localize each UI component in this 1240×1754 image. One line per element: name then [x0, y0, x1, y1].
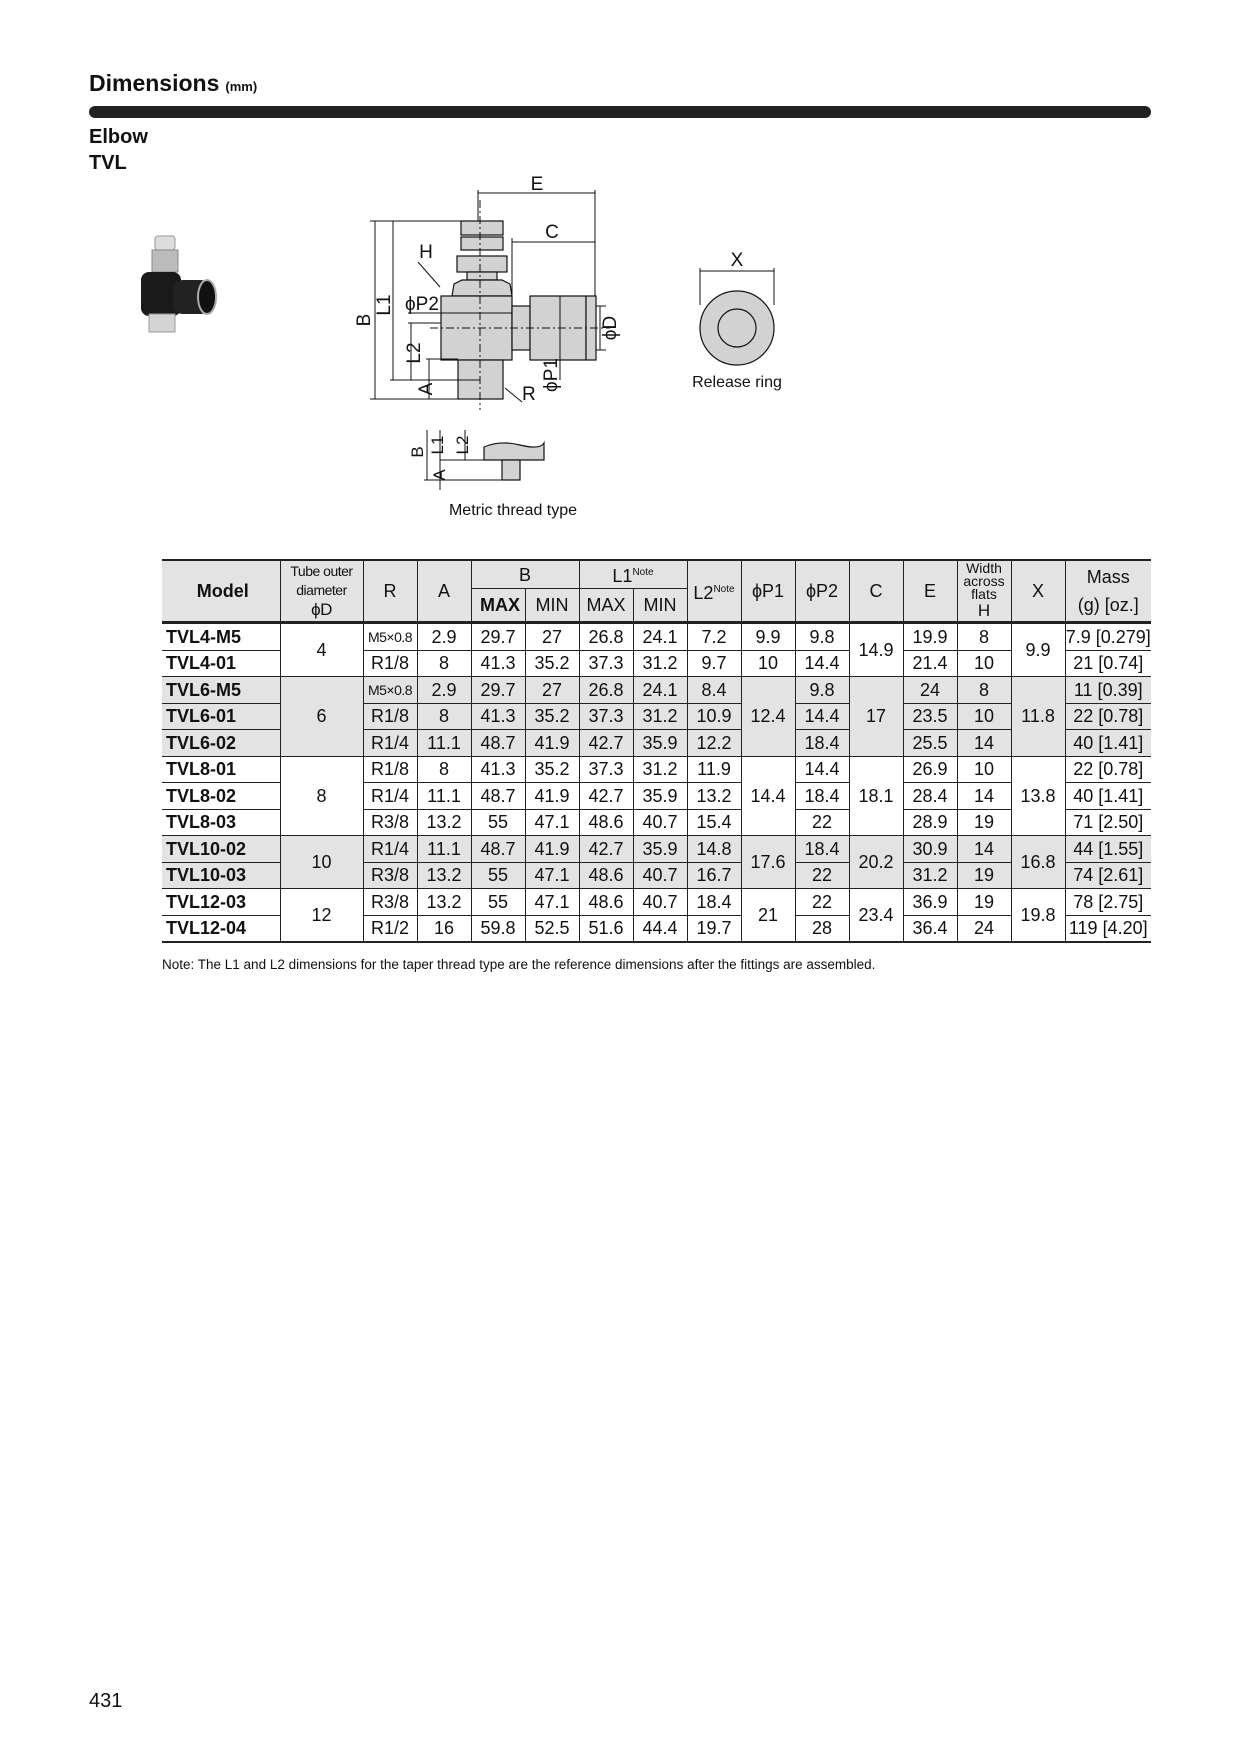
table-cell: 8: [280, 756, 363, 836]
table-cell: 42.7: [579, 783, 633, 810]
table-cell: 13.8: [1011, 756, 1065, 836]
table-cell: 12.4: [741, 677, 795, 757]
table-cell: 19: [957, 889, 1011, 916]
table-cell: 13.2: [417, 862, 471, 889]
table-row: [162, 623, 1151, 651]
label-b: B: [354, 313, 375, 327]
header-tube: Tube outer diameter ϕD: [280, 560, 363, 623]
header-l1-min: MIN: [633, 589, 687, 623]
table-cell: 11 [0.39]: [1065, 677, 1151, 704]
table-cell: 27: [525, 677, 579, 704]
table-cell: 22: [795, 889, 849, 916]
table-cell: 14.8: [687, 836, 741, 863]
table-cell: 74 [2.61]: [1065, 862, 1151, 889]
table-cell: R3/8: [363, 889, 417, 916]
table-cell: 19: [957, 862, 1011, 889]
table-cell: 41.9: [525, 783, 579, 810]
table-cell: 37.3: [579, 756, 633, 783]
table-cell: 2.9: [417, 623, 471, 651]
table-cell: 22 [0.78]: [1065, 703, 1151, 730]
unit-label: (mm): [225, 79, 258, 94]
header-p1: ϕP1: [741, 560, 795, 623]
table-cell: 11.8: [1011, 677, 1065, 757]
table-cell: 9.9: [741, 623, 795, 651]
table-cell: 7.9 [0.279]: [1065, 623, 1151, 651]
table-cell: 26.8: [579, 677, 633, 704]
table-cell: 10: [957, 756, 1011, 783]
table-cell: 35.9: [633, 836, 687, 863]
model-cell: TVL8-01: [162, 756, 280, 783]
table-row: [162, 836, 1151, 863]
table-cell: 42.7: [579, 730, 633, 757]
header-l1: $L1^{Note}$: [579, 560, 687, 589]
table-cell: 10.9: [687, 703, 741, 730]
table-cell: 11.1: [417, 783, 471, 810]
table-cell: 25.5: [903, 730, 957, 757]
model-cell: TVL6-01: [162, 703, 280, 730]
header-c: C: [849, 560, 903, 623]
table-cell: 14.4: [795, 703, 849, 730]
table-cell: 48.6: [579, 889, 633, 916]
table-cell: 19.8: [1011, 889, 1065, 943]
model-cell: TVL6-M5: [162, 677, 280, 704]
table-cell: 35.2: [525, 756, 579, 783]
header-a: A: [417, 560, 471, 623]
model-cell: TVL10-03: [162, 862, 280, 889]
label-c: C: [545, 222, 559, 243]
header-x: X: [1011, 560, 1065, 623]
header-h: Width across flats H: [957, 560, 1011, 623]
label-d: ϕD: [600, 315, 621, 341]
header-model: Model: [162, 560, 280, 623]
table-cell: 12.2: [687, 730, 741, 757]
table-cell: 24.1: [633, 623, 687, 651]
table-cell: 17: [849, 677, 903, 757]
table-cell: 8.4: [687, 677, 741, 704]
table-cell: 24: [903, 677, 957, 704]
table-cell: 40 [1.41]: [1065, 730, 1151, 757]
table-cell: R1/4: [363, 783, 417, 810]
table-cell: 27: [525, 623, 579, 651]
table-cell: 21: [741, 889, 795, 943]
table-cell: 22: [795, 862, 849, 889]
table-cell: 36.4: [903, 915, 957, 942]
table-cell: R1/4: [363, 730, 417, 757]
table-cell: 11.1: [417, 730, 471, 757]
table-cell: 15.4: [687, 809, 741, 836]
table-cell: 18.4: [795, 836, 849, 863]
title-text: Dimensions: [89, 70, 220, 96]
table-cell: 41.9: [525, 836, 579, 863]
metric-label-l1: L1: [428, 435, 447, 455]
metric-label-l2: L2: [453, 435, 472, 455]
model-cell: TVL4-M5: [162, 623, 280, 651]
table-cell: 55: [471, 809, 525, 836]
table-cell: 14: [957, 730, 1011, 757]
table-cell: 35.2: [525, 650, 579, 677]
table-cell: 8: [417, 703, 471, 730]
table-cell: R1/8: [363, 703, 417, 730]
table-cell: 19.9: [903, 623, 957, 651]
table-cell: 22: [795, 809, 849, 836]
release-ring-caption: Release ring: [692, 374, 782, 391]
table-cell: 47.1: [525, 862, 579, 889]
table-cell: 18.1: [849, 756, 903, 836]
table-cell: 16.7: [687, 862, 741, 889]
table-cell: 21.4: [903, 650, 957, 677]
model-cell: TVL6-02: [162, 730, 280, 757]
table-cell: 37.3: [579, 703, 633, 730]
table-cell: 9.8: [795, 623, 849, 651]
table-cell: 48.6: [579, 809, 633, 836]
model-cell: TVL12-03: [162, 889, 280, 916]
table-cell: 10: [957, 650, 1011, 677]
table-cell: 31.2: [903, 862, 957, 889]
table-cell: 14: [957, 783, 1011, 810]
table-cell: 18.4: [795, 730, 849, 757]
table-cell: 35.2: [525, 703, 579, 730]
table-cell: 21 [0.74]: [1065, 650, 1151, 677]
table-cell: 24: [957, 915, 1011, 942]
table-cell: 14.4: [741, 756, 795, 836]
label-x: X: [730, 250, 744, 271]
header-r: R: [363, 560, 417, 623]
table-cell: 16.8: [1011, 836, 1065, 889]
table-cell: R3/8: [363, 809, 417, 836]
label-e: E: [530, 174, 544, 195]
table-cell: 59.8: [471, 915, 525, 942]
table-cell: 41.9: [525, 730, 579, 757]
table-cell: R3/8: [363, 862, 417, 889]
table-cell: 55: [471, 862, 525, 889]
header-l2: $L2^{Note}$: [687, 560, 741, 623]
table-cell: 19: [957, 809, 1011, 836]
table-cell: 18.4: [687, 889, 741, 916]
table-cell: 7.2: [687, 623, 741, 651]
table-cell: 8: [957, 677, 1011, 704]
table-row: [162, 756, 1151, 783]
table-cell: 47.1: [525, 809, 579, 836]
table-cell: 12: [280, 889, 363, 943]
table-cell: 29.7: [471, 677, 525, 704]
table-cell: 55: [471, 889, 525, 916]
model-cell: TVL10-02: [162, 836, 280, 863]
table-cell: 10: [957, 703, 1011, 730]
label-l1: L1: [374, 294, 395, 316]
table-cell: 40.7: [633, 889, 687, 916]
table-cell: 42.7: [579, 836, 633, 863]
label-l2: L2: [404, 342, 425, 364]
header-mass: Mass (g) [oz.]: [1065, 560, 1151, 623]
table-cell: 8: [957, 623, 1011, 651]
table-cell: 10: [741, 650, 795, 677]
table-cell: 28: [795, 915, 849, 942]
subtitle-type: Elbow: [89, 126, 148, 148]
label-h: H: [419, 242, 433, 263]
table-cell: 31.2: [633, 650, 687, 677]
table-body: [162, 623, 1151, 943]
table-cell: 35.9: [633, 730, 687, 757]
model-cell: TVL12-04: [162, 915, 280, 942]
table-cell: 52.5: [525, 915, 579, 942]
table-cell: R1/8: [363, 650, 417, 677]
table-cell: 48.7: [471, 836, 525, 863]
table-cell: 22 [0.78]: [1065, 756, 1151, 783]
dimensions-table: [162, 559, 1151, 943]
table-cell: 14: [957, 836, 1011, 863]
header-e: E: [903, 560, 957, 623]
table-cell: 13.2: [417, 809, 471, 836]
table-cell: 19.7: [687, 915, 741, 942]
metric-caption: Metric thread type: [448, 502, 578, 519]
table-cell: 40 [1.41]: [1065, 783, 1151, 810]
model-cell: TVL8-02: [162, 783, 280, 810]
table-cell: R1/2: [363, 915, 417, 942]
table-cell: 41.3: [471, 756, 525, 783]
table-cell: 20.2: [849, 836, 903, 889]
table-cell: 23.5: [903, 703, 957, 730]
model-cell: TVL8-03: [162, 809, 280, 836]
table-cell: 28.9: [903, 809, 957, 836]
table-cell: 13.2: [687, 783, 741, 810]
dimension-drawing: [0, 0, 1240, 540]
label-p2: ϕP2: [405, 294, 439, 315]
header-l1-max: MAX: [579, 589, 633, 623]
metric-label-a: A: [430, 469, 449, 481]
label-a: A: [416, 382, 437, 396]
table-cell: 36.9: [903, 889, 957, 916]
table-cell: 31.2: [633, 756, 687, 783]
table-cell: 71 [2.50]: [1065, 809, 1151, 836]
model-cell: TVL4-01: [162, 650, 280, 677]
table-cell: 44.4: [633, 915, 687, 942]
subtitle-series: TVL: [89, 152, 127, 174]
table-cell: 48.6: [579, 862, 633, 889]
table-cell: 51.6: [579, 915, 633, 942]
table-cell: 44 [1.55]: [1065, 836, 1151, 863]
label-r: R: [522, 384, 536, 405]
footnote: Note: The L1 and L2 dimensions for the taper thread type are the reference dimensions after the fittings are assembled.: [162, 957, 876, 972]
table-cell: 18.4: [795, 783, 849, 810]
table-cell: 16: [417, 915, 471, 942]
table-cell: 14.4: [795, 756, 849, 783]
table-cell: 9.8: [795, 677, 849, 704]
header-p2: ϕP2: [795, 560, 849, 623]
table-cell: 26.8: [579, 623, 633, 651]
table-cell: 8: [417, 756, 471, 783]
table-row: [162, 677, 1151, 704]
label-p1: ϕP1: [541, 358, 562, 392]
table-cell: M5×0.8: [363, 623, 417, 651]
table-row: [162, 889, 1151, 916]
table-cell: 14.9: [849, 623, 903, 677]
table-cell: 13.2: [417, 889, 471, 916]
table-cell: 29.7: [471, 623, 525, 651]
table-cell: 28.4: [903, 783, 957, 810]
table-cell: R1/4: [363, 836, 417, 863]
table-cell: 11.1: [417, 836, 471, 863]
table-cell: 40.7: [633, 809, 687, 836]
page-number: 431: [89, 1690, 123, 1712]
header-b: B: [471, 560, 579, 589]
table-cell: 41.3: [471, 650, 525, 677]
table-cell: 41.3: [471, 703, 525, 730]
table-cell: 8: [417, 650, 471, 677]
table-cell: 6: [280, 677, 363, 757]
table-cell: 24.1: [633, 677, 687, 704]
table-cell: R1/8: [363, 756, 417, 783]
table-cell: 4: [280, 623, 363, 677]
table-cell: 48.7: [471, 730, 525, 757]
header-b-min: MIN: [525, 589, 579, 623]
table-cell: 23.4: [849, 889, 903, 943]
table-cell: 9.9: [1011, 623, 1065, 677]
table-cell: 17.6: [741, 836, 795, 889]
table-cell: 78 [2.75]: [1065, 889, 1151, 916]
table-cell: 31.2: [633, 703, 687, 730]
table-cell: 35.9: [633, 783, 687, 810]
header-b-max: MAX: [471, 589, 525, 623]
table-cell: 47.1: [525, 889, 579, 916]
table-cell: M5×0.8: [363, 677, 417, 704]
table-cell: 14.4: [795, 650, 849, 677]
table-cell: 40.7: [633, 862, 687, 889]
table-cell: 26.9: [903, 756, 957, 783]
table-cell: 37.3: [579, 650, 633, 677]
metric-label-b: B: [408, 446, 427, 458]
table-cell: 119 [4.20]: [1065, 915, 1151, 942]
table-cell: 2.9: [417, 677, 471, 704]
table-cell: 30.9: [903, 836, 957, 863]
table-cell: 11.9: [687, 756, 741, 783]
table-cell: 48.7: [471, 783, 525, 810]
table-cell: 10: [280, 836, 363, 889]
table-cell: 9.7: [687, 650, 741, 677]
